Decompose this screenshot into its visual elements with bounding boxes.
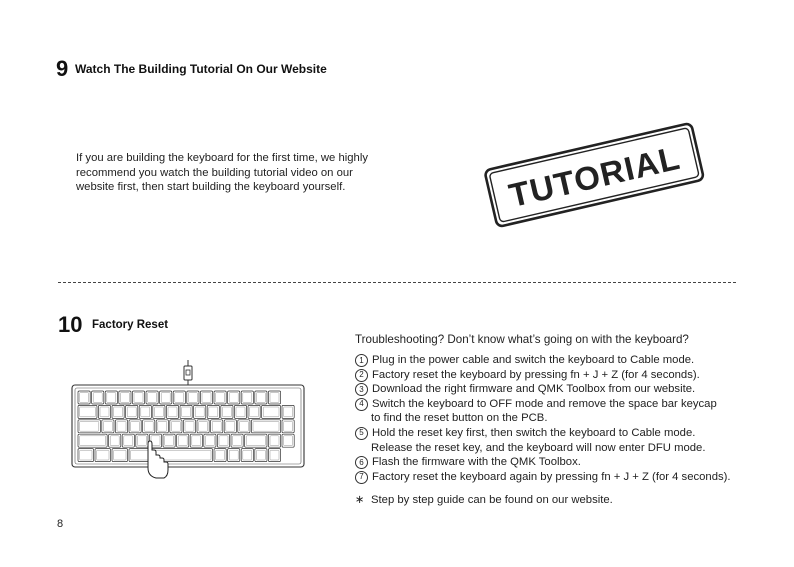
tutorial-stamp-graphic <box>476 112 712 236</box>
list-item <box>355 382 731 397</box>
step-circle: 3 <box>355 383 368 396</box>
step-circle: 6 <box>355 456 368 469</box>
list-item <box>355 397 731 412</box>
step-text: Factory reset the keyboard by pressing fn + J + Z (for 4 seconds). <box>372 368 700 381</box>
section-divider <box>58 282 736 283</box>
keyboard-graphic <box>70 360 306 484</box>
website-note <box>355 493 613 506</box>
list-item <box>355 426 731 441</box>
keycap <box>262 405 281 418</box>
troubleshooting-heading: Troubleshooting? Don’t know what’s going on with the keyboard? <box>355 333 689 346</box>
keycap <box>95 449 111 462</box>
step-number: 9 <box>56 56 69 81</box>
section-10 <box>58 312 82 338</box>
list-item <box>355 455 731 470</box>
section-title: Factory Reset <box>92 319 169 331</box>
stamp-text: TUTORIAL <box>505 138 684 215</box>
note-text: Step by step guide can be found on our website. <box>371 494 613 506</box>
section-9 <box>56 56 68 82</box>
usb-cable-icon <box>184 360 192 385</box>
steps-list <box>355 353 731 484</box>
step-number: 10 <box>58 312 83 337</box>
paragraph-line: website first, then start building the keyboard yourself. <box>76 181 346 194</box>
step-circle: 7 <box>355 471 368 484</box>
step-text: Factory reset the keyboard again by pressing fn + J + Z (for 4 seconds). <box>372 470 731 483</box>
step-text-continued: to find the reset button on the PCB. <box>371 412 548 425</box>
keycap <box>112 449 128 462</box>
paragraph-line: If you are building the keyboard for the first time, we highly <box>76 152 368 164</box>
step-text: Plug in the power cable and switch the keyboard to Cable mode. <box>372 354 695 366</box>
step-text: Flash the firmware with the QMK Toolbox. <box>372 456 581 469</box>
list-item <box>355 470 731 485</box>
tutorial-stamp <box>476 112 712 236</box>
keycap <box>78 449 94 462</box>
keyboard-illustration <box>70 360 306 484</box>
step-circle: 5 <box>355 427 368 440</box>
step-text: Switch the keyboard to OFF mode and remove the space bar keycap <box>372 397 717 410</box>
step-circle: 4 <box>355 398 368 411</box>
step-text: Download the right firmware and QMK Toolbox from our website. <box>372 383 696 396</box>
list-item <box>355 368 731 383</box>
keycap <box>78 434 107 447</box>
keycap <box>78 420 100 433</box>
step-text-continued: Release the reset key, and the keyboard will now enter DFU mode. <box>371 441 706 454</box>
keycap <box>245 434 267 447</box>
paragraph-line: recommend you watch the building tutorial video on our <box>76 166 353 179</box>
step-circle: 2 <box>355 369 368 382</box>
keycap <box>78 405 97 418</box>
section-title: Watch The Building Tutorial On Our Website <box>75 62 327 76</box>
keycap <box>251 420 280 433</box>
step-text: Hold the reset key first, then switch the keyboard to Cable mode. <box>372 426 696 439</box>
intro-paragraph <box>76 151 368 195</box>
page-number: 8 <box>57 518 64 530</box>
list-item <box>355 353 731 368</box>
asterisk-icon: ∗ <box>355 494 365 506</box>
keycap <box>129 449 213 462</box>
step-circle: 1 <box>355 354 368 367</box>
